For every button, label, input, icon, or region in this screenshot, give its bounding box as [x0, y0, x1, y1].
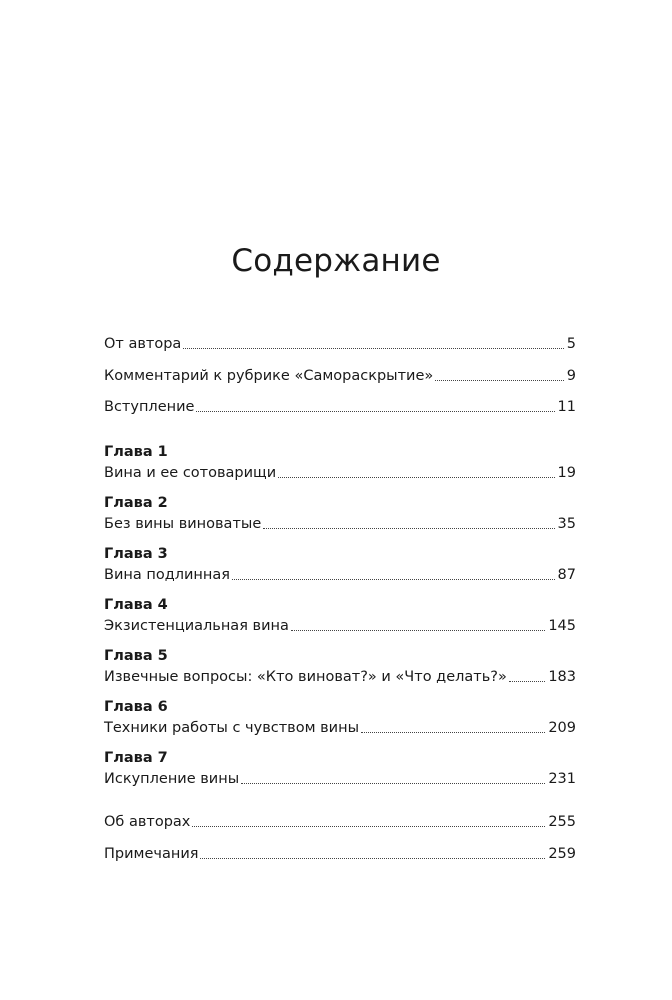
chapter-heading-3: Глава 3: [104, 546, 168, 562]
dot-leader: [263, 528, 554, 529]
toc-page-number: 5: [566, 336, 576, 352]
toc-entry-label: Экзистенциальная вина: [104, 618, 289, 634]
toc-page-number: 183: [548, 669, 576, 685]
toc-entry-introduction[interactable]: [104, 396, 576, 416]
toc-entry-label: Вина и ее сотоварищи: [104, 465, 277, 481]
dot-leader: [278, 477, 554, 478]
dot-leader: [200, 858, 545, 859]
toc-entry-chapter-5[interactable]: [104, 666, 576, 686]
chapter-heading-6: Глава 6: [104, 699, 168, 715]
toc-entry-label: От автора: [104, 336, 182, 352]
toc-entry-label: Вина подлинная: [104, 567, 230, 583]
dot-leader: [291, 630, 545, 631]
toc-entry-commentary[interactable]: [104, 365, 576, 385]
toc-entry-chapter-4[interactable]: [104, 615, 576, 635]
page-title: Содержание: [231, 243, 441, 279]
toc-entry-from-author[interactable]: [104, 333, 576, 353]
chapter-heading-7: Глава 7: [104, 750, 168, 766]
dot-leader: [241, 783, 545, 784]
toc-entry-about-authors[interactable]: [104, 811, 576, 831]
toc-page-number: 145: [548, 618, 576, 634]
toc-entry-label: Вступление: [104, 399, 195, 415]
dot-leader: [361, 732, 545, 733]
dot-leader: [183, 348, 563, 349]
dot-leader: [196, 411, 554, 412]
toc-entry-chapter-2[interactable]: [104, 513, 576, 533]
toc-entry-label: Примечания: [104, 846, 199, 862]
toc-page-number: 19: [557, 465, 576, 481]
toc-page-number: 259: [548, 846, 576, 862]
dot-leader: [232, 579, 555, 580]
toc-entry-chapter-1[interactable]: [104, 462, 576, 482]
toc-page-number: 11: [557, 399, 576, 415]
toc-entry-chapter-3[interactable]: [104, 564, 576, 584]
dot-leader: [435, 380, 563, 381]
toc-page-number: 209: [548, 720, 576, 736]
toc-entry-label: Комментарий к рубрике «Самораскрытие»: [104, 368, 434, 384]
toc-page-number: 9: [566, 368, 576, 384]
chapter-heading-5: Глава 5: [104, 648, 168, 664]
chapter-heading-1: Глава 1: [104, 444, 168, 460]
dot-leader: [509, 681, 545, 682]
chapter-heading-2: Глава 2: [104, 495, 168, 511]
toc-entry-chapter-7[interactable]: [104, 768, 576, 788]
toc-entry-chapter-6[interactable]: [104, 717, 576, 737]
toc-entry-label: Искупление вины: [104, 771, 240, 787]
chapter-heading-4: Глава 4: [104, 597, 168, 613]
dot-leader: [192, 826, 545, 827]
toc-page-number: 87: [557, 567, 576, 583]
toc-entry-label: Извечные вопросы: «Кто виноват?» и «Что делать?»: [104, 669, 507, 685]
toc-page-number: 255: [548, 814, 576, 830]
toc-entry-label: Без вины виноватые: [104, 516, 262, 532]
toc-entry-label: Об авторах: [104, 814, 191, 830]
toc-page-number: 231: [548, 771, 576, 787]
toc-entry-label: Техники работы с чувством вины: [104, 720, 360, 736]
toc-entry-notes[interactable]: [104, 843, 576, 863]
toc-page-number: 35: [557, 516, 576, 532]
